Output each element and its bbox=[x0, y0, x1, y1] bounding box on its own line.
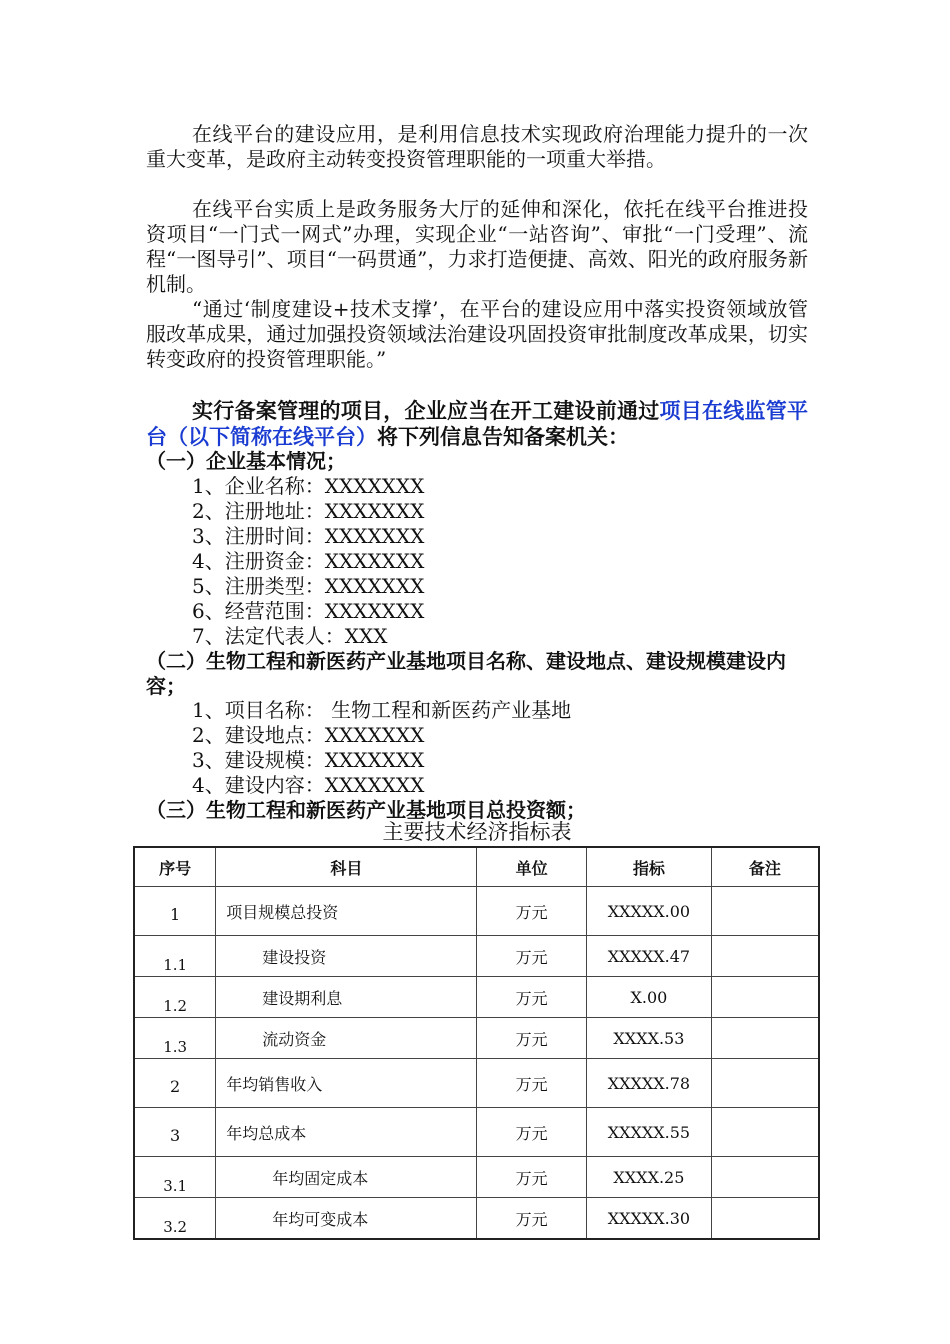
notice-text-before: 实行备案管理的项目，企业应当在开工建设前通过 bbox=[192, 399, 660, 423]
row-item: 项目规模总投资 bbox=[216, 887, 477, 936]
row-seq: 2 bbox=[134, 1059, 216, 1108]
row-item: 年均可变成本 bbox=[216, 1198, 477, 1240]
list-item: 7、法定代表人：XXX bbox=[192, 624, 388, 648]
row-note bbox=[711, 1018, 819, 1059]
section2-heading: （二）生物工程和新医药产业基地项目名称、建设地点、建设规模建设内容； bbox=[146, 649, 786, 698]
row-value: XXXXX.47 bbox=[586, 936, 711, 977]
row-note bbox=[711, 1108, 819, 1157]
list-item: 3、建设规模：XXXXXXX bbox=[192, 748, 425, 772]
row-value: XXXX.25 bbox=[586, 1157, 711, 1198]
list-item: 5、注册类型：XXXXXXX bbox=[192, 574, 425, 598]
table-row bbox=[134, 1198, 819, 1240]
intro-paragraph-1: 在线平台的建设应用，是利用信息技术实现政府治理能力提升的一次重大变革，是政府主动转变投资管理职能的一项重大举措。 bbox=[146, 122, 808, 171]
row-item: 流动资金 bbox=[216, 1018, 477, 1059]
row-seq: 1 bbox=[134, 887, 216, 936]
header-item: 科目 bbox=[216, 847, 477, 887]
list-item: 2、建设地点：XXXXXXX bbox=[192, 723, 425, 747]
header-unit: 单位 bbox=[477, 847, 587, 887]
list-item: 1、项目名称： 生物工程和新医药产业基地 bbox=[192, 698, 572, 722]
row-seq: 1.3 bbox=[134, 1018, 216, 1059]
table-row bbox=[134, 977, 819, 1018]
row-item: 建设期利息 bbox=[216, 977, 477, 1018]
row-value: XXXX.53 bbox=[586, 1018, 711, 1059]
row-seq: 3.1 bbox=[134, 1157, 216, 1198]
row-seq: 3 bbox=[134, 1108, 216, 1157]
row-note bbox=[711, 936, 819, 977]
row-item: 年均总成本 bbox=[216, 1108, 477, 1157]
intro-paragraph-2: 在线平台实质上是政务服务大厅的延伸和深化，依托在线平台推进投资项目“一门式一网式”办理，实现企业“一站咨询”、审批“一门受理”、流程“一图导引”、项目“一码贯通”，力求打造便捷、高效、阳光的政府服务新机制。 bbox=[146, 197, 808, 296]
list-item: 2、注册地址：XXXXXXX bbox=[192, 499, 425, 523]
section3-heading: （三）生物工程和新医药产业基地项目总投资额； bbox=[146, 798, 586, 822]
list-item: 3、注册时间：XXXXXXX bbox=[192, 524, 425, 548]
row-unit: 万元 bbox=[477, 1157, 587, 1198]
row-unit: 万元 bbox=[477, 887, 587, 936]
header-note: 备注 bbox=[711, 847, 819, 887]
notice-text-after: 将下列信息告知备案机关： bbox=[377, 425, 629, 449]
row-unit: 万元 bbox=[477, 936, 587, 977]
table-row bbox=[134, 887, 819, 936]
table-row bbox=[134, 936, 819, 977]
table-row bbox=[134, 1059, 819, 1108]
row-note bbox=[711, 977, 819, 1018]
row-note bbox=[711, 1157, 819, 1198]
notice-paragraph bbox=[146, 398, 808, 450]
row-unit: 万元 bbox=[477, 1108, 587, 1157]
row-seq: 1.1 bbox=[134, 936, 216, 977]
row-item: 建设投资 bbox=[216, 936, 477, 977]
row-item: 年均固定成本 bbox=[216, 1157, 477, 1198]
company-info-list bbox=[192, 474, 424, 649]
intro-paragraph-3: “通过‘制度建设+技术支撑’，在平台的建设应用中落实投资领域放管服改革成果，通过加强投资领域法治建设巩固投资审批制度改革成果，切实转变政府的投资管理职能。” bbox=[146, 297, 808, 371]
row-seq: 1.2 bbox=[134, 977, 216, 1018]
row-value: XXXXX.55 bbox=[586, 1108, 711, 1157]
row-seq: 3.2 bbox=[134, 1198, 216, 1240]
list-item: 4、建设内容：XXXXXXX bbox=[192, 773, 425, 797]
row-unit: 万元 bbox=[477, 1198, 587, 1240]
table-row bbox=[134, 1018, 819, 1059]
indicator-table bbox=[133, 846, 820, 1240]
table-row bbox=[134, 1108, 819, 1157]
row-value: XXXXX.00 bbox=[586, 887, 711, 936]
list-item: 1、企业名称：XXXXXXX bbox=[192, 474, 425, 498]
row-note bbox=[711, 887, 819, 936]
table-header-row bbox=[134, 847, 819, 887]
row-value: XXXXX.78 bbox=[586, 1059, 711, 1108]
table-row bbox=[134, 1157, 819, 1198]
row-value: XXXXX.30 bbox=[586, 1198, 711, 1240]
row-item: 年均销售收入 bbox=[216, 1059, 477, 1108]
platform-link[interactable]: 项目在线监管平台（以下简称在线平台） bbox=[146, 399, 808, 449]
row-note bbox=[711, 1198, 819, 1240]
section1-heading: （一）企业基本情况； bbox=[146, 449, 346, 473]
project-info-list bbox=[192, 698, 571, 798]
row-unit: 万元 bbox=[477, 977, 587, 1018]
row-note bbox=[711, 1059, 819, 1108]
header-value: 指标 bbox=[586, 847, 711, 887]
header-seq: 序号 bbox=[134, 847, 216, 887]
list-item: 4、注册资金：XXXXXXX bbox=[192, 549, 425, 573]
row-unit: 万元 bbox=[477, 1059, 587, 1108]
row-value: X.00 bbox=[586, 977, 711, 1018]
row-unit: 万元 bbox=[477, 1018, 587, 1059]
table-title: 主要技术经济指标表 bbox=[382, 820, 572, 844]
list-item: 6、经营范围：XXXXXXX bbox=[192, 599, 425, 623]
